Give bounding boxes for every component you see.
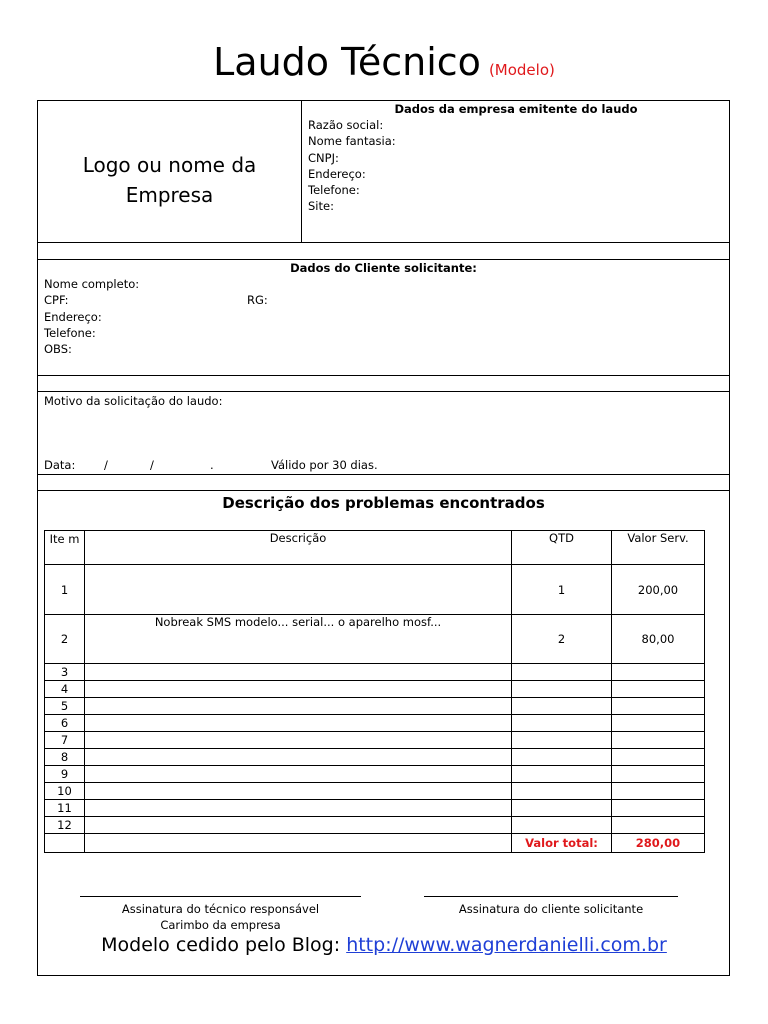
row-item: 2 — [45, 615, 85, 664]
row-item: 10 — [45, 783, 85, 800]
header-qty: QTD — [512, 531, 612, 565]
problems-table — [44, 530, 705, 853]
row-item: 8 — [45, 749, 85, 766]
client-obs-label: OBS: — [44, 342, 72, 357]
reason-label: Motivo da solicitação do laudo: — [44, 394, 223, 408]
row-description — [85, 783, 512, 800]
table-row — [45, 698, 705, 715]
divider-line — [37, 474, 730, 475]
row-item: 12 — [45, 817, 85, 834]
row-item: 9 — [45, 766, 85, 783]
client-address-label: Endereço: — [44, 309, 102, 324]
row-value — [612, 800, 705, 817]
company-field: Telefone: — [308, 183, 360, 198]
date-label: Data: — [44, 458, 76, 472]
header-value: Valor Serv. — [612, 531, 705, 565]
row-value — [612, 732, 705, 749]
logo-divider — [301, 100, 302, 242]
row-qty — [512, 664, 612, 681]
client-cpf-label: CPF: — [44, 293, 69, 308]
row-value — [612, 783, 705, 800]
row-item: 7 — [45, 732, 85, 749]
header-item: Ite m — [45, 531, 85, 565]
table-row — [45, 749, 705, 766]
date-dot: . — [210, 458, 214, 472]
table-row — [45, 664, 705, 681]
row-description — [85, 681, 512, 698]
table-row — [45, 565, 705, 615]
row-item: 6 — [45, 715, 85, 732]
row-item: 3 — [45, 664, 85, 681]
table-header-row — [45, 531, 705, 565]
technician-signature-label: Assinatura do técnico responsável — [121, 902, 320, 916]
row-qty: 1 — [512, 565, 612, 615]
table-row — [45, 732, 705, 749]
row-value — [612, 715, 705, 732]
table-row — [45, 766, 705, 783]
client-heading: Dados do Cliente solicitante: — [290, 261, 477, 275]
row-item: 4 — [45, 681, 85, 698]
total-empty-cell — [85, 834, 512, 853]
row-qty — [512, 681, 612, 698]
header-description: Descrição — [85, 531, 512, 565]
row-description — [85, 817, 512, 834]
technician-signature-line — [80, 896, 361, 897]
row-description — [85, 664, 512, 681]
footer-text: Modelo cedido pelo Blog: — [101, 934, 347, 956]
divider-line — [37, 490, 730, 491]
date-separator: / — [150, 458, 154, 472]
title-subtitle: (Modelo) — [488, 61, 555, 79]
document-title — [0, 38, 768, 94]
footer — [0, 932, 768, 958]
title-text: Laudo Técnico — [213, 40, 481, 84]
total-value: 280,00 — [612, 834, 705, 853]
row-qty — [512, 698, 612, 715]
row-value — [612, 698, 705, 715]
row-value — [612, 681, 705, 698]
company-field: Site: — [308, 199, 334, 214]
row-description: Nobreak SMS modelo... serial... o aparelho mosf... — [85, 615, 512, 664]
stamp-label: Carimbo da empresa — [160, 918, 281, 932]
total-empty-cell — [45, 834, 85, 853]
row-value — [612, 664, 705, 681]
client-fields — [44, 276, 139, 357]
row-value — [612, 817, 705, 834]
row-qty — [512, 817, 612, 834]
row-item: 1 — [45, 565, 85, 615]
row-item: 11 — [45, 800, 85, 817]
company-fields — [308, 117, 396, 215]
company-field: Razão social: — [308, 118, 384, 132]
row-description — [85, 766, 512, 783]
company-field: Nome fantasia: — [308, 134, 396, 149]
row-value: 200,00 — [612, 565, 705, 615]
row-value — [612, 749, 705, 766]
row-qty — [512, 715, 612, 732]
client-signature-line — [424, 896, 678, 897]
row-value — [612, 766, 705, 783]
blog-link[interactable]: http://www.wagnerdanielli.com.br — [346, 934, 667, 956]
row-qty — [512, 800, 612, 817]
row-qty — [512, 749, 612, 766]
logo-line: Empresa — [125, 183, 214, 207]
divider-line — [37, 242, 730, 243]
table-row — [45, 783, 705, 800]
table-row — [45, 817, 705, 834]
client-phone-label: Telefone: — [44, 325, 96, 340]
logo-line: Logo ou nome da — [82, 153, 257, 177]
row-description — [85, 698, 512, 715]
table-row — [45, 715, 705, 732]
row-qty — [512, 783, 612, 800]
company-heading: Dados da empresa emitente do laudo — [394, 102, 638, 116]
divider-line — [37, 391, 730, 392]
divider-line — [37, 375, 730, 376]
company-field: Endereço: — [308, 166, 366, 181]
row-qty: 2 — [512, 615, 612, 664]
validity-text: Válido por 30 dias. — [271, 458, 378, 472]
row-item: 5 — [45, 698, 85, 715]
total-label: Valor total: — [512, 834, 612, 853]
row-value: 80,00 — [612, 615, 705, 664]
logo-placeholder — [38, 150, 301, 210]
client-name-label: Nome completo: — [44, 277, 140, 291]
company-field: CNPJ: — [308, 150, 339, 165]
row-description — [85, 800, 512, 817]
client-rg-label: RG: — [247, 293, 268, 307]
client-signature-label: Assinatura do cliente solicitante — [458, 902, 644, 916]
row-qty — [512, 766, 612, 783]
row-description — [85, 715, 512, 732]
row-description — [85, 749, 512, 766]
row-description — [85, 732, 512, 749]
row-description — [85, 565, 512, 615]
date-separator: / — [104, 458, 108, 472]
table-row — [45, 681, 705, 698]
table-total-row — [45, 834, 705, 853]
table-row — [45, 615, 705, 664]
row-qty — [512, 732, 612, 749]
problems-heading: Descrição dos problemas encontrados — [222, 494, 545, 512]
table-row — [45, 800, 705, 817]
